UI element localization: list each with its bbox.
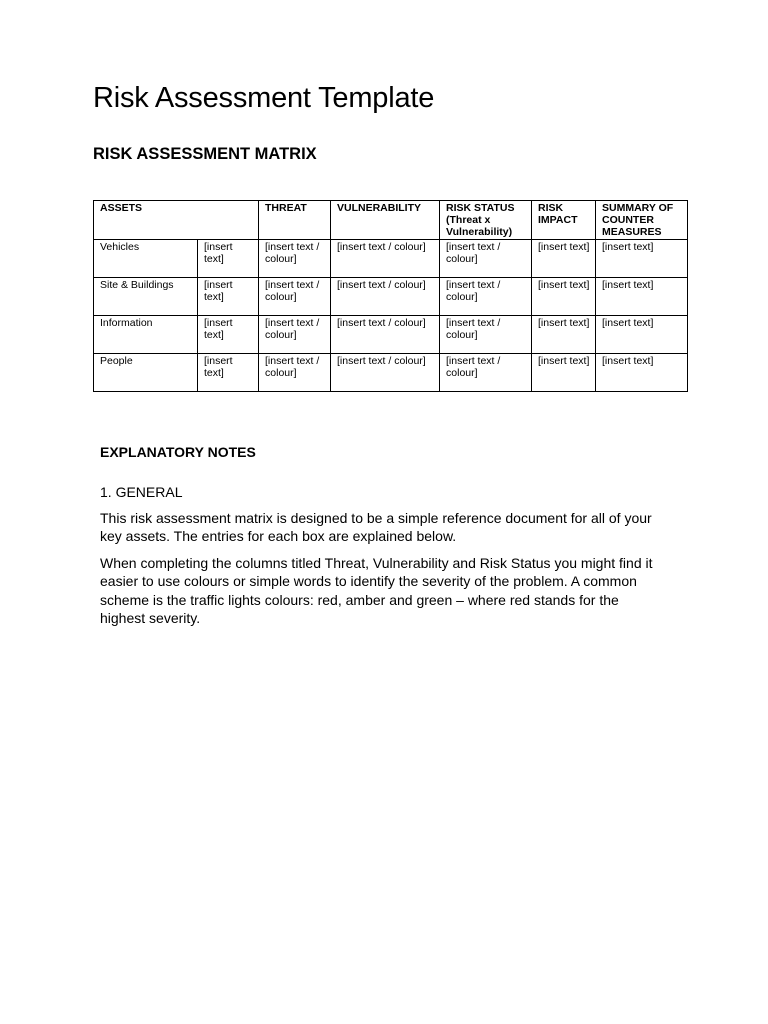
header-risk-impact: RISK IMPACT (532, 201, 596, 240)
cell-asset: Site & Buildings (94, 277, 198, 315)
cell-risk-impact: [insert text] (532, 239, 596, 277)
cell-asset: People (94, 353, 198, 391)
cell-asset-value: [insert text] (198, 315, 259, 353)
cell-risk-status: [insert text / colour] (440, 239, 532, 277)
cell-risk-impact: [insert text] (532, 315, 596, 353)
table-row (94, 277, 688, 315)
cell-summary: [insert text] (596, 353, 688, 391)
header-threat: THREAT (259, 201, 331, 240)
cell-vulnerability: [insert text / colour] (331, 315, 440, 353)
header-vulnerability: VULNERABILITY (331, 201, 440, 240)
table-row (94, 315, 688, 353)
cell-risk-status: [insert text / colour] (440, 353, 532, 391)
table-row (94, 353, 688, 391)
cell-threat: [insert text / colour] (259, 353, 331, 391)
cell-threat: [insert text / colour] (259, 315, 331, 353)
header-assets: ASSETS (94, 201, 259, 240)
cell-asset-value: [insert text] (198, 277, 259, 315)
header-risk-status: RISK STATUS (Threat x Vulnerability) (440, 201, 532, 240)
matrix-heading: RISK ASSESSMENT MATRIX (93, 145, 317, 163)
general-section-heading: 1. GENERAL (100, 484, 183, 500)
cell-summary: [insert text] (596, 315, 688, 353)
cell-summary: [insert text] (596, 239, 688, 277)
cell-asset: Information (94, 315, 198, 353)
cell-threat: [insert text / colour] (259, 277, 331, 315)
cell-risk-status: [insert text / colour] (440, 277, 532, 315)
risk-assessment-matrix-table (93, 200, 688, 392)
cell-vulnerability: [insert text / colour] (331, 353, 440, 391)
document-title: Risk Assessment Template (93, 82, 435, 114)
general-paragraph-1: This risk assessment matrix is designed to be a simple reference document for all of your key assets. The entries for each box are explained below. (100, 510, 652, 545)
cell-asset: Vehicles (94, 239, 198, 277)
cell-asset-value: [insert text] (198, 353, 259, 391)
cell-vulnerability: [insert text / colour] (331, 239, 440, 277)
cell-vulnerability: [insert text / colour] (331, 277, 440, 315)
table-header-row (94, 201, 688, 240)
cell-risk-impact: [insert text] (532, 277, 596, 315)
explanatory-notes-heading: EXPLANATORY NOTES (100, 444, 256, 460)
cell-asset-value: [insert text] (198, 239, 259, 277)
cell-risk-status: [insert text / colour] (440, 315, 532, 353)
cell-risk-impact: [insert text] (532, 353, 596, 391)
cell-threat: [insert text / colour] (259, 239, 331, 277)
cell-summary: [insert text] (596, 277, 688, 315)
table-row (94, 239, 688, 277)
header-summary: SUMMARY OF COUNTER MEASURES (596, 201, 688, 240)
general-paragraph-2: When completing the columns titled Threat, Vulnerability and Risk Status you might find it easier to use colours or simple words to identify the severity of the problem. A common scheme is the traffic lights colours: red, amber and green – where red stands for the highest severity. (100, 555, 653, 626)
